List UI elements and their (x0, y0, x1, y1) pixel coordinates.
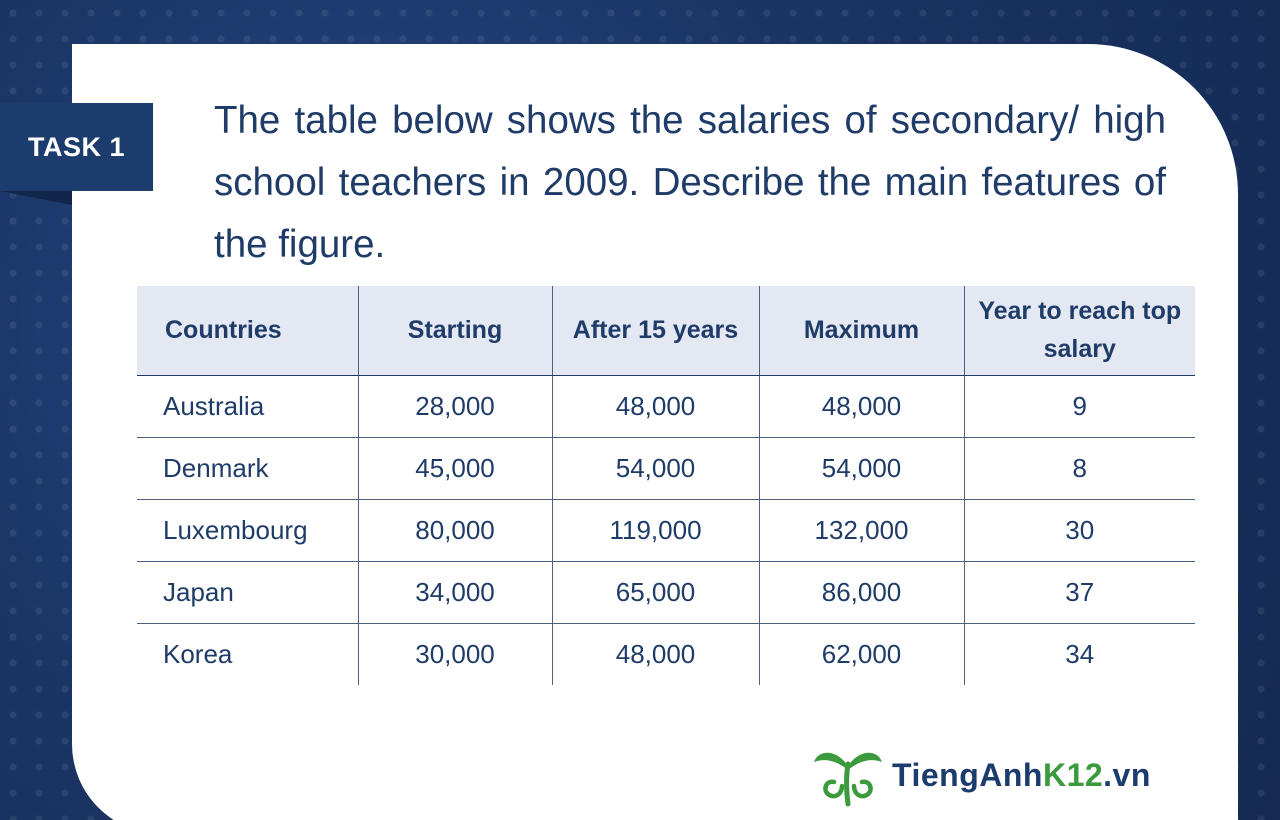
cell-country: Australia (137, 375, 358, 437)
cell-year-to-top: 30 (964, 499, 1195, 561)
cell-starting: 80,000 (358, 499, 552, 561)
sprout-logo-icon (810, 742, 886, 808)
table-row (137, 499, 1195, 561)
cell-year-to-top: 9 (964, 375, 1195, 437)
column-header-maximum: Maximum (759, 286, 964, 375)
cell-maximum: 54,000 (759, 437, 964, 499)
cell-starting: 30,000 (358, 623, 552, 685)
brand-name-suffix: .vn (1103, 756, 1151, 793)
cell-after-15-years: 48,000 (552, 375, 759, 437)
task-badge-label: TASK 1 (27, 131, 125, 162)
cell-after-15-years: 65,000 (552, 561, 759, 623)
cell-after-15-years: 54,000 (552, 437, 759, 499)
column-header-year-to-top: Year to reach top salary (964, 286, 1195, 375)
table-row (137, 437, 1195, 499)
task-badge (0, 103, 153, 191)
cell-maximum: 86,000 (759, 561, 964, 623)
cell-maximum: 62,000 (759, 623, 964, 685)
cell-starting: 28,000 (358, 375, 552, 437)
salary-table (137, 286, 1195, 685)
cell-year-to-top: 34 (964, 623, 1195, 685)
cell-year-to-top: 8 (964, 437, 1195, 499)
cell-after-15-years: 119,000 (552, 499, 759, 561)
table-row (137, 561, 1195, 623)
table-body (137, 375, 1195, 685)
table-row (137, 623, 1195, 685)
cell-starting: 34,000 (358, 561, 552, 623)
task-prompt: The table below shows the salaries of secondary/ high school teachers in 2009. Describe the main features of the figure. (214, 99, 1166, 266)
column-header-countries: Countries (137, 286, 358, 375)
brand-watermark (810, 740, 1151, 810)
cell-after-15-years: 48,000 (552, 623, 759, 685)
cell-country: Japan (137, 561, 358, 623)
cell-maximum: 132,000 (759, 499, 964, 561)
cell-country: Luxembourg (137, 499, 358, 561)
cell-maximum: 48,000 (759, 375, 964, 437)
brand-name (892, 757, 1151, 794)
cell-starting: 45,000 (358, 437, 552, 499)
brand-name-main: TiengAnh (892, 756, 1043, 793)
table-row (137, 375, 1195, 437)
cell-country: Korea (163, 638, 233, 669)
cell-year-to-top: 37 (964, 561, 1195, 623)
table-header-row (137, 286, 1195, 375)
brand-name-accent: K12 (1042, 756, 1104, 793)
cell-country: Denmark (137, 437, 358, 499)
column-header-after-15-years: After 15 years (552, 286, 759, 375)
column-header-starting: Starting (358, 286, 552, 375)
